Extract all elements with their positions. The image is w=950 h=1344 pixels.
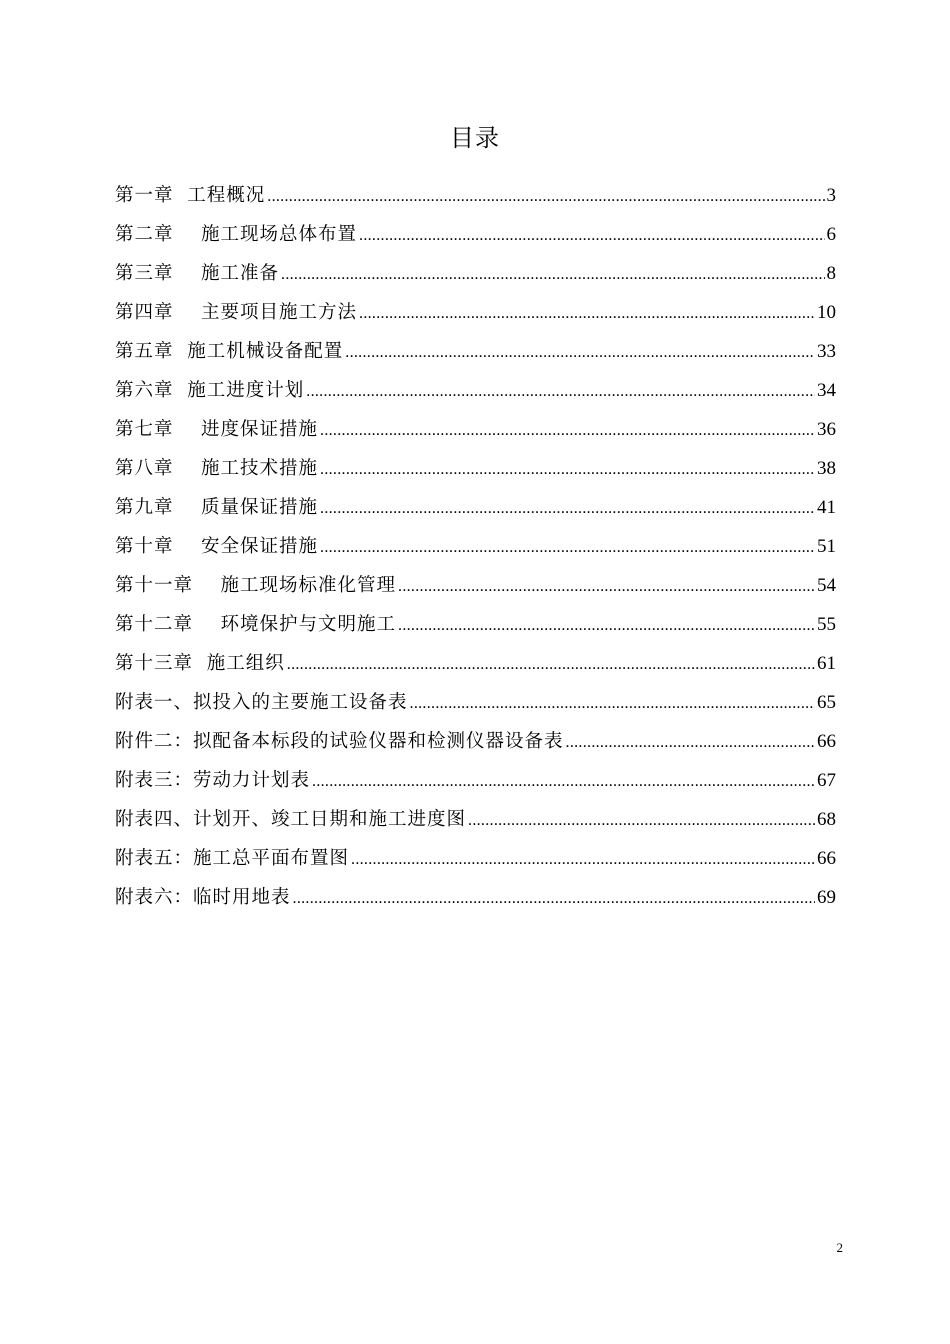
toc-entry-label: 附表一、拟投入的主要施工设备表 — [115, 692, 408, 713]
toc-dot-leader — [320, 489, 815, 528]
toc-dot-leader — [320, 528, 815, 567]
toc-entry[interactable] — [115, 254, 836, 293]
toc-entry[interactable] — [115, 839, 836, 878]
toc-entry[interactable] — [115, 488, 836, 527]
toc-entry[interactable] — [115, 293, 836, 332]
toc-entry-page: 65 — [817, 692, 836, 713]
toc-dot-leader — [281, 255, 824, 294]
toc-dot-leader — [306, 372, 815, 411]
toc-entry-label: 第九章 质量保证措施 — [115, 497, 319, 518]
toc-entry-page: 67 — [817, 770, 836, 791]
toc-dot-leader — [287, 645, 815, 684]
toc-dot-leader — [267, 177, 824, 216]
toc-entry-label: 第十章 安全保证措施 — [115, 536, 319, 557]
toc-entry[interactable] — [115, 176, 836, 215]
toc-entry-label: 第五章 施工机械设备配置 — [115, 341, 344, 362]
toc-title: 目录 — [450, 124, 500, 153]
toc-entry-page: 68 — [817, 809, 836, 830]
toc-dot-leader — [293, 879, 815, 918]
toc-entry-page: 10 — [817, 302, 836, 323]
toc-entry-page: 8 — [826, 263, 836, 284]
page-number: 2 — [836, 1240, 843, 1255]
toc-dot-leader — [359, 216, 824, 255]
toc-dot-leader — [345, 333, 815, 372]
toc-entry-label: 第三章 施工准备 — [115, 263, 280, 284]
toc-entry-label: 第六章 施工进度计划 — [115, 380, 305, 401]
toc-entry-page: 66 — [817, 848, 836, 869]
toc-entry[interactable] — [115, 605, 836, 644]
toc-entry[interactable] — [115, 644, 836, 683]
toc-entry[interactable] — [115, 527, 836, 566]
toc-entry-label: 第四章 主要项目施工方法 — [115, 302, 358, 323]
toc-entry[interactable] — [115, 800, 836, 839]
toc-entry-label: 附表三：劳动力计划表 — [115, 770, 311, 791]
toc-entry-label: 第七章 进度保证措施 — [115, 419, 319, 440]
toc-entry-label: 第二章 施工现场总体布置 — [115, 224, 358, 245]
toc-entry-page: 38 — [817, 458, 836, 479]
toc-dot-leader — [468, 801, 815, 840]
toc-dot-leader — [398, 567, 815, 606]
toc-entry[interactable] — [115, 449, 836, 488]
table-of-contents — [115, 176, 836, 917]
toc-entry-page: 51 — [817, 536, 836, 557]
toc-entry-label: 附表四、计划开、竣工日期和施工进度图 — [115, 809, 467, 830]
toc-entry[interactable] — [115, 683, 836, 722]
toc-entry-page: 55 — [817, 614, 836, 635]
toc-entry[interactable] — [115, 566, 836, 605]
toc-entry[interactable] — [115, 878, 836, 917]
toc-dot-leader — [566, 723, 815, 762]
toc-entry-page: 6 — [826, 224, 836, 245]
toc-dot-leader — [320, 411, 815, 450]
toc-entry-page: 61 — [817, 653, 836, 674]
toc-entry[interactable] — [115, 410, 836, 449]
toc-entry[interactable] — [115, 215, 836, 254]
toc-entry-label: 附表六：临时用地表 — [115, 887, 291, 908]
toc-entry-label: 附表五：施工总平面布置图 — [115, 848, 350, 869]
toc-dot-leader — [312, 762, 815, 801]
toc-dot-leader — [351, 840, 815, 879]
toc-dot-leader — [410, 684, 815, 723]
toc-entry-page: 41 — [817, 497, 836, 518]
toc-entry-page: 36 — [817, 419, 836, 440]
toc-dot-leader — [359, 294, 815, 333]
toc-entry[interactable] — [115, 761, 836, 800]
toc-entry-page: 69 — [817, 887, 836, 908]
toc-entry-page: 3 — [826, 185, 836, 206]
toc-entry-label: 第一章 工程概况 — [115, 185, 266, 206]
toc-dot-leader — [398, 606, 815, 645]
toc-entry-label: 第八章 施工技术措施 — [115, 458, 319, 479]
toc-entry-label: 第十一章 施工现场标准化管理 — [115, 575, 397, 596]
toc-entry-label: 第十三章 施工组织 — [115, 653, 285, 674]
toc-entry-page: 54 — [817, 575, 836, 596]
toc-entry-page: 34 — [817, 380, 836, 401]
toc-entry-label: 第十二章 环境保护与文明施工 — [115, 614, 397, 635]
toc-entry[interactable] — [115, 722, 836, 761]
toc-entry[interactable] — [115, 371, 836, 410]
toc-entry-label: 附件二：拟配备本标段的试验仪器和检测仪器设备表 — [115, 731, 564, 752]
toc-dot-leader — [320, 450, 815, 489]
toc-entry[interactable] — [115, 332, 836, 371]
toc-entry-page: 66 — [817, 731, 836, 752]
toc-entry-page: 33 — [817, 341, 836, 362]
